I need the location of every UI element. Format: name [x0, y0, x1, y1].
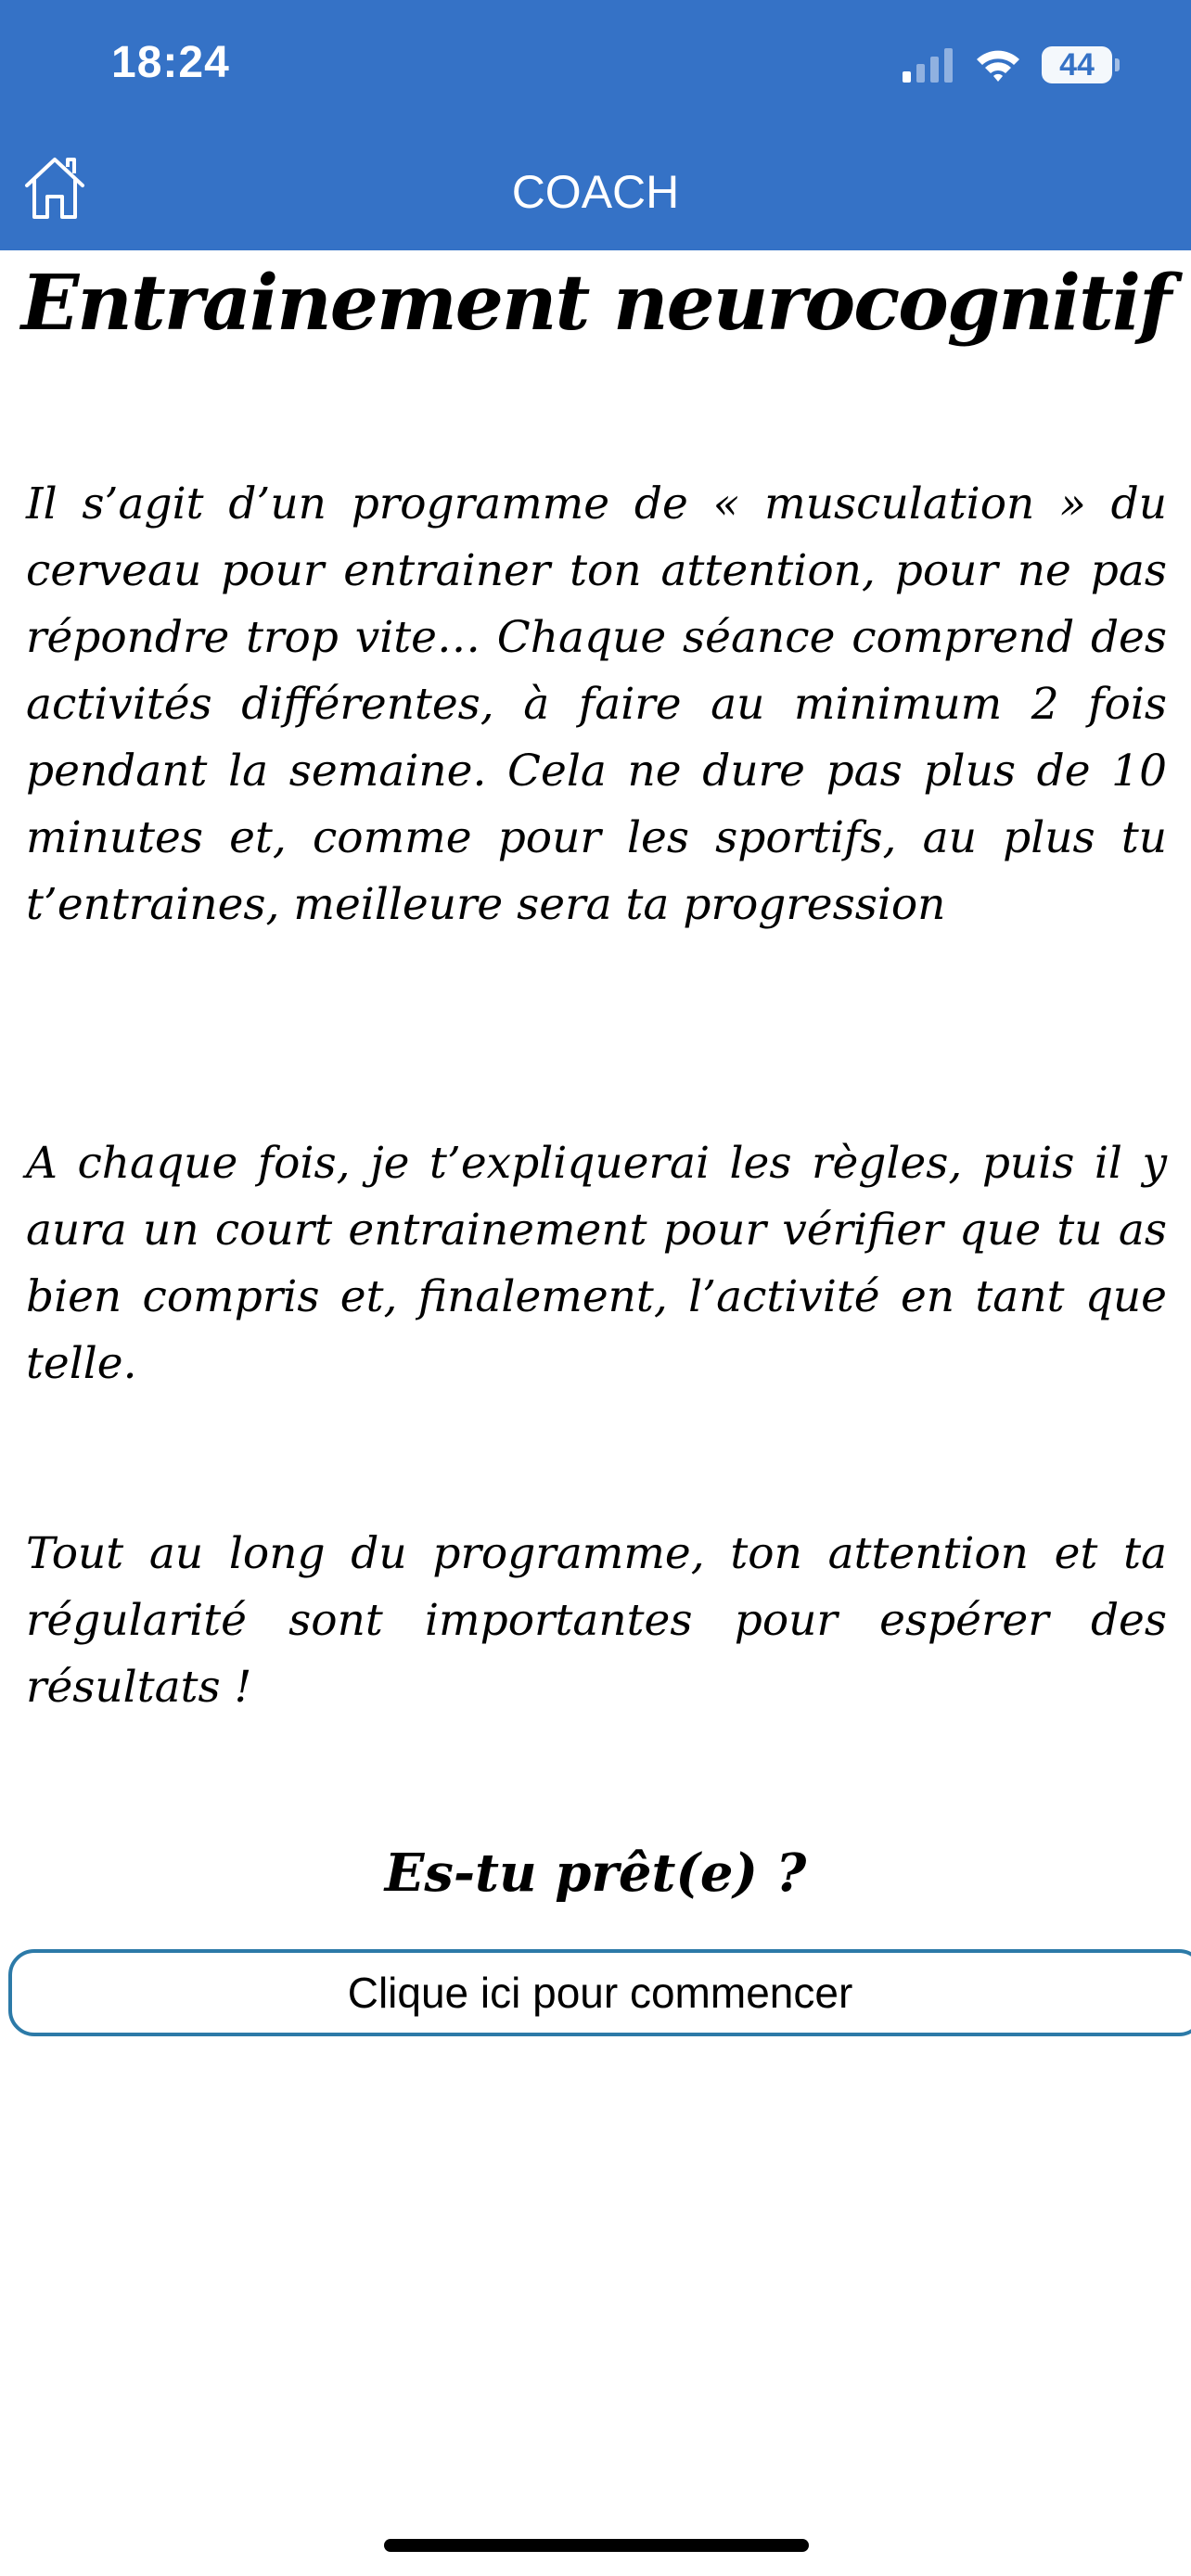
cellular-signal-icon [903, 47, 954, 83]
app-header [0, 0, 1191, 250]
battery-icon: 44 [1042, 46, 1112, 83]
home-indicator[interactable] [384, 2539, 809, 2552]
intro-paragraph: Il s’agit d’un programme de « musculation » du cerveau pour entrainer ton attention, pour ne pas répondre trop vite… Chaque séance comprend des activités différentes, à faire au minimum 2 fois pendant la semaine. Cela ne dure pas plus de 10 minutes et, comme pour les sportifs, au plus tu t’entraines, meilleure sera ta progression [26, 478, 1167, 930]
status-time: 18:24 [111, 38, 230, 87]
status-icons [903, 42, 1112, 88]
ready-question: Es-tu prêt(e) ? [384, 1843, 807, 1904]
start-button[interactable]: Clique ici pour commencer [8, 1949, 1191, 2036]
rules-paragraph: A chaque fois, je t’expliquerai les règles, puis il y aura un court entrainement pour vérifier que tu as bien compris et, finalement, l’activité en tant que telle. [26, 1138, 1167, 1389]
page-title: Entrainement neurocognitif [20, 259, 1171, 348]
advice-paragraph: Tout au long du programme, ton attention et ta régularité sont importantes pour espérer des résultats ! [26, 1528, 1167, 1713]
wifi-icon [975, 47, 1021, 83]
header-title: COACH [511, 166, 680, 218]
